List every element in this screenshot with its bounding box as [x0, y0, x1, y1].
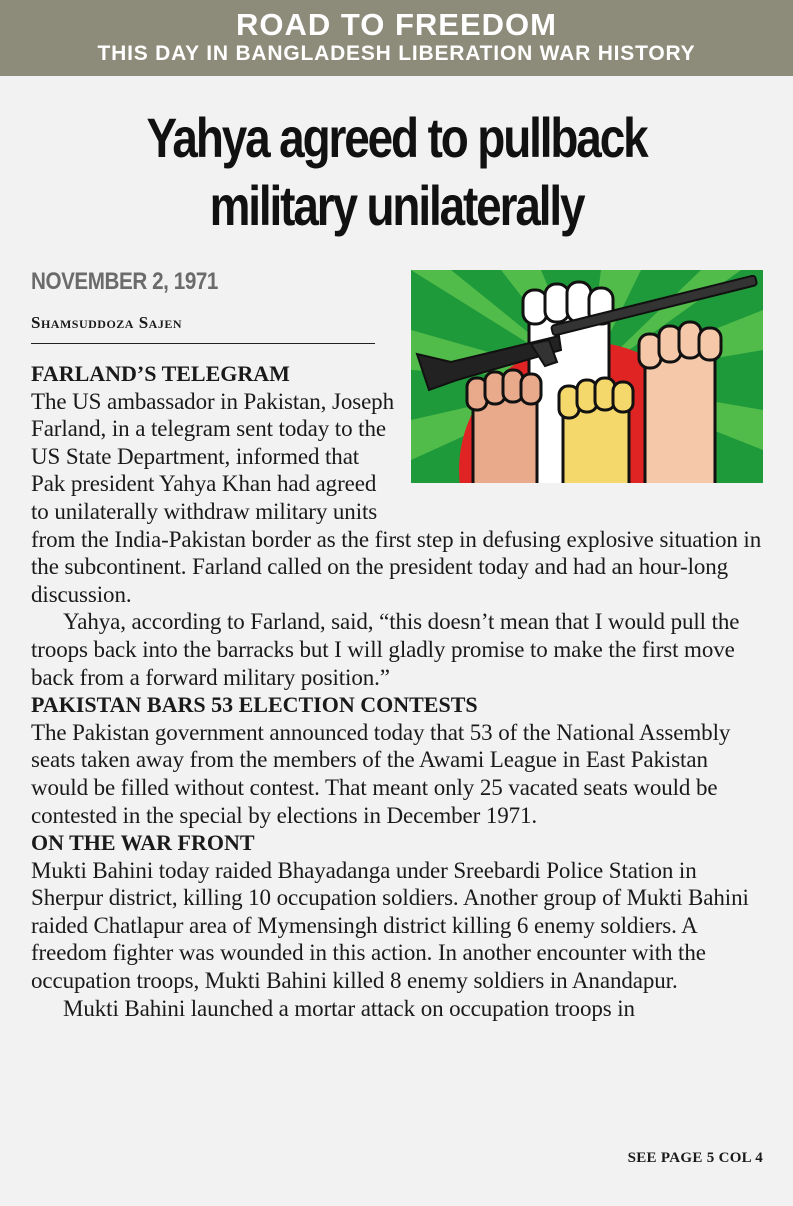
headline-line-1: Yahya agreed to pullback [146, 106, 647, 169]
series-banner [0, 0, 793, 76]
section-heading: FARLAND’S TELEGRAM [31, 361, 290, 386]
section-heading: PAKISTAN BARS 53 ELECTION CONTESTS [31, 692, 478, 718]
series-subtitle: THIS DAY IN BANGLADESH LIBERATION WAR HISTORY [97, 42, 696, 65]
paragraph: Yahya, according to Farland, said, “this doesn’t mean that I would pull the troops back into the barracks but I will gladly promise to make the first move back from a forward military position.” [31, 609, 740, 690]
dateline: NOVEMBER 2, 1971 [31, 268, 218, 295]
byline: Shamsuddoza Sajen [31, 313, 182, 332]
headline-line-2: military unilaterally [209, 174, 584, 237]
series-title: ROAD TO FREEDOM [236, 7, 557, 42]
paragraph: The US ambassador in Pakistan, Joseph Farland, in a telegram sent today to the US State Department, informed that Pak president Yahya Khan had agreed to unilaterally withdraw military units from the India-Pakistan border as the first step in defusing explosive situation in the subcontinent. Farland called on the president today and had an hour-long discussion. [31, 388, 762, 607]
section-heading: ON THE WAR FRONT [31, 830, 255, 856]
paragraph: The Pakistan government announced today that 53 of the National Assembly seats taken away from the members of the Awami League in East Pakistan would be filled without contest. That meant only 25 vacated seats would be contested in the special by elections in December 1971. [31, 719, 731, 828]
byline-divider [31, 343, 375, 344]
continuation-jump: SEE PAGE 5 COL 4 [627, 1150, 763, 1166]
article-body [31, 360, 766, 1022]
paragraph: Mukti Bahini launched a mortar attack on occupation troops in [63, 995, 635, 1021]
headline [71, 104, 721, 240]
image-wrap-space [394, 360, 766, 522]
paragraph: Mukti Bahini today raided Bhayadanga under Sreebardi Police Station in Sherpur district, killing 10 occupation soldiers. Another group of Mukti Bahini raided Chatlapur area of Mymensingh district killing 6 enemy soldiers. A freedom fighter was wounded in this action. In another encounter with the occupation troops, Mukti Bahini killed 8 enemy soldiers in Anandapur. [31, 857, 749, 994]
